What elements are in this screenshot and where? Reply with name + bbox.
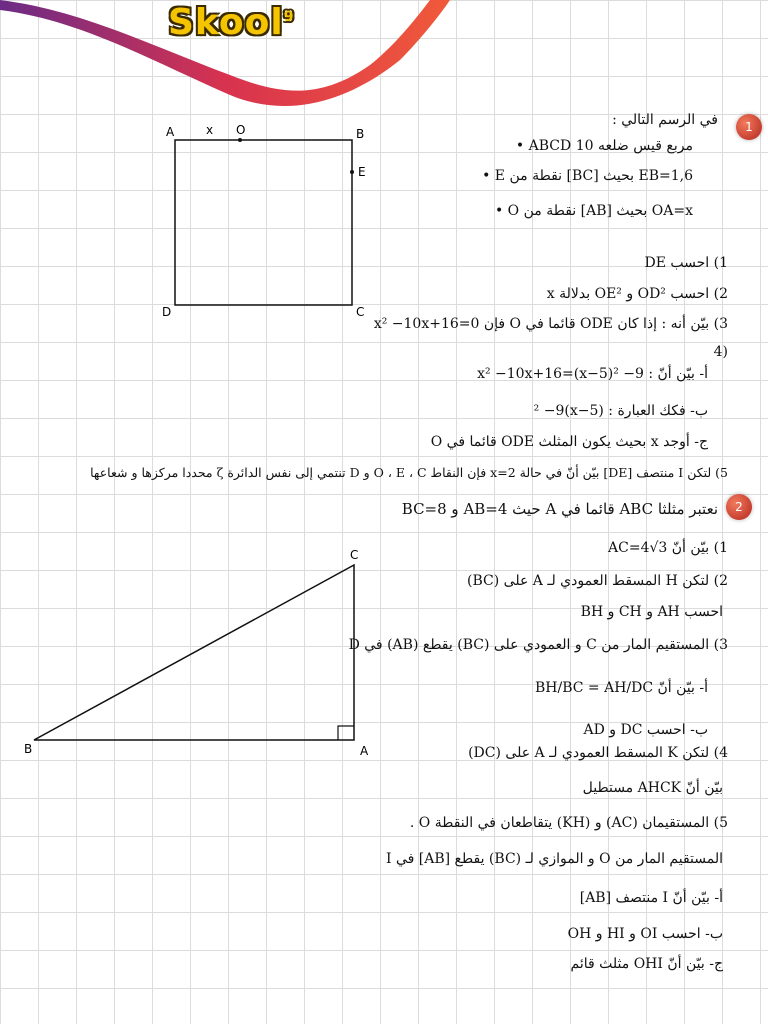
- label-a: A: [360, 744, 369, 758]
- ex1-q1: 1) احسب DE: [644, 255, 728, 271]
- ex2-q5e: ج- بيّن أنّ OHI مثلث قائم: [570, 956, 723, 972]
- square-figure: [160, 120, 380, 320]
- ex1-intro: في الرسم التالي :: [612, 112, 718, 128]
- label-e: E: [358, 165, 366, 179]
- ex1-q5: 5) لتكن I منتصف [DE] بيّن أنّ في حالة x=2 فإن النقاط O ، E ، C و D تنتمي إلى نفس الدائرة ζ محددا مركزها و شعاعها: [90, 465, 728, 480]
- ex1-bullet-1: • ABCD مربع قيس ضلعه 10: [515, 138, 693, 154]
- ex1-q4: 4): [713, 344, 728, 360]
- ex2-q5b: المستقيم المار من O و الموازي لـ (BC) يقطع [AB] في I: [385, 851, 723, 867]
- brand-logo: Skool$^9$: [168, 2, 295, 43]
- header-banner: [0, 0, 768, 120]
- ex2-q5d: ب- احسب OI و HI و OH: [567, 926, 723, 942]
- label-d: D: [162, 305, 172, 319]
- ex2-q2: 2) لتكن H المسقط العمودي لـ A على (BC): [467, 573, 728, 589]
- label-b: B: [356, 127, 365, 141]
- triangle-figure: [20, 545, 380, 765]
- ex1-q4c: ج- أوجد x بحيث يكون المثلث ODE قائما في O: [430, 434, 708, 450]
- ex2-q5c: أ- بيّن أنّ I منتصف [AB]: [579, 890, 723, 906]
- ex2-q3a: أ- بيّن أنّ BH/BC = AH/DC: [535, 680, 708, 696]
- label-o: O: [236, 123, 246, 137]
- ex2-intro: نعتبر مثلثا ABC قائما في A حيث AB=4 و BC=8: [401, 500, 718, 518]
- ex1-bullet-2: • E نقطة من [BC] بحيث EB=1,6: [482, 168, 693, 184]
- exercise-1-badge: 1: [736, 114, 762, 140]
- label-c: C: [356, 305, 365, 319]
- triangle-abc: [34, 565, 354, 740]
- ex2-q4: 4) لتكن K المسقط العمودي لـ A على (DC): [468, 745, 728, 761]
- label-c: C: [350, 548, 359, 562]
- right-angle-mark: [338, 726, 354, 740]
- exercise-2-badge: 2: [726, 494, 752, 520]
- ex1-q4b: ب- فكك العبارة : (x−5)² −9: [533, 403, 708, 419]
- ex2-q3: 3) المستقيم المار من C و العمودي على (BC) يقطع (AB) في D: [348, 637, 728, 653]
- point-o: [238, 138, 242, 142]
- ex2-q2b: احسب AH و CH و BH: [580, 604, 723, 620]
- point-e: [350, 170, 354, 174]
- ex2-q4b: بيّن أنّ AHCK مستطيل: [582, 780, 723, 796]
- ex1-q2: 2) احسب OD² و OE² بدلالة x: [546, 286, 728, 302]
- ex1-q3: 3) بيّن أنه : إذا كان ODE قائما في O فإن x² −10x+16=0: [373, 316, 728, 332]
- ex2-q5: 5) المستقيمان (AC) و (KH) يتقاطعان في النقطة O .: [409, 815, 728, 831]
- square-abcd: [175, 140, 352, 305]
- label-a: A: [166, 125, 175, 139]
- label-x: x: [206, 123, 214, 137]
- ex1-q4a: أ- بيّن أنّ : x² −10x+16=(x−5)² −9: [477, 366, 708, 382]
- ex2-q1: 1) بيّن أنّ AC=4√3: [608, 540, 728, 556]
- ex1-bullet-3: • O نقطة من [AB] بحيث OA=x: [494, 203, 693, 219]
- label-b: B: [24, 742, 33, 756]
- ex2-q3b: ب- احسب DC و AD: [583, 722, 708, 738]
